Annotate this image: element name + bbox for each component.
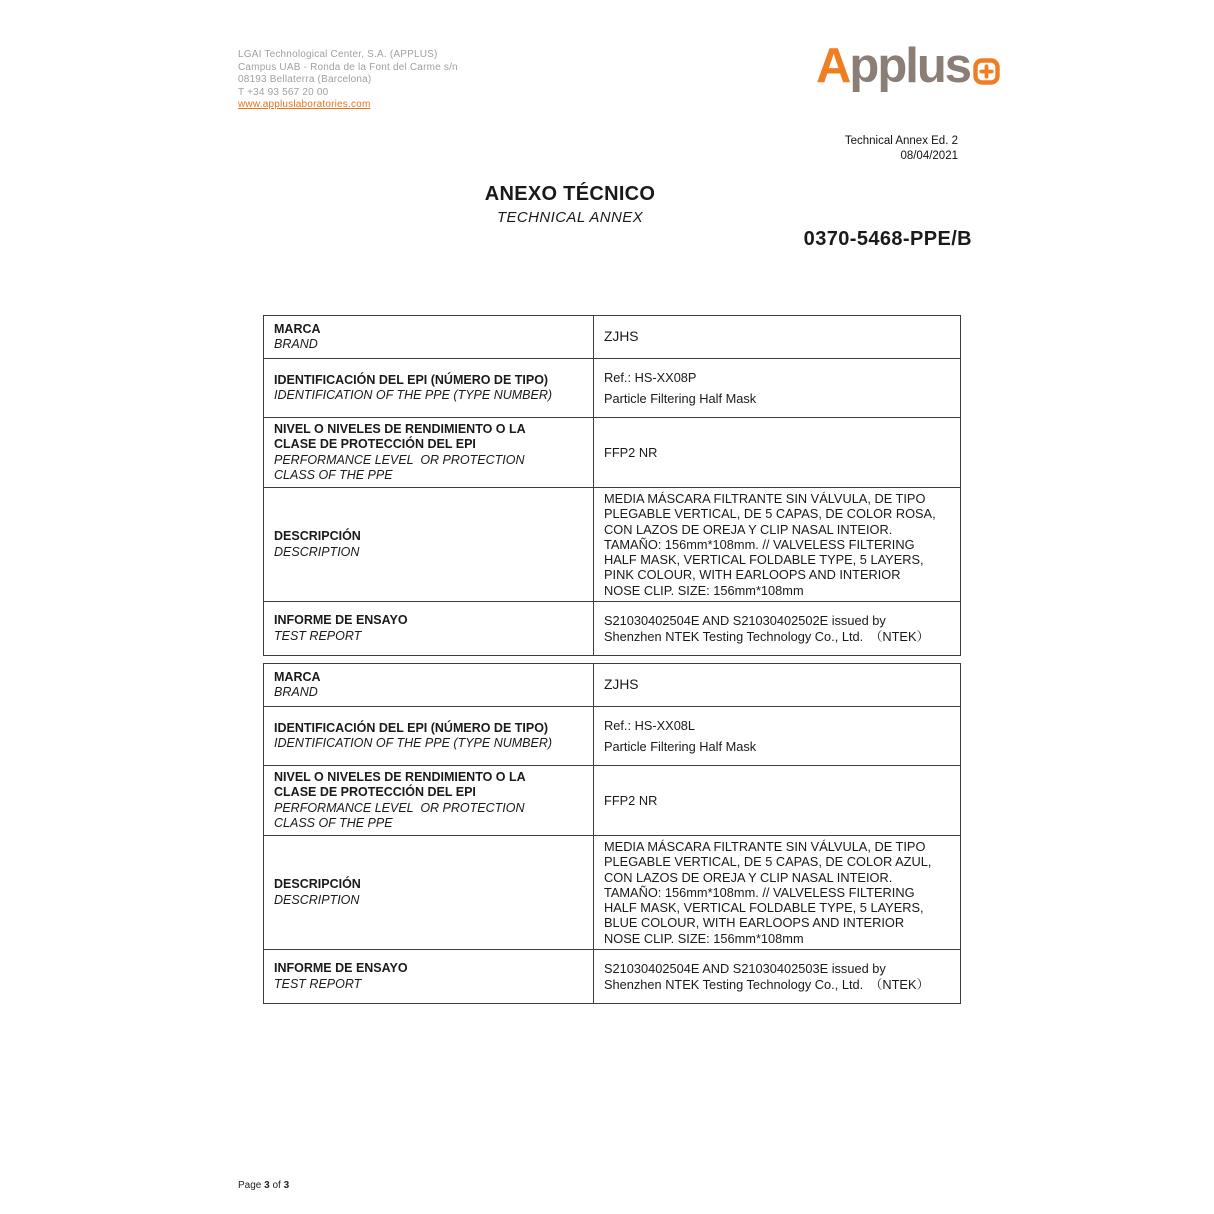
page-title-es: ANEXO TÉCNICO [484, 183, 656, 205]
label-identification: IDENTIFICATION OF THE PPE (TYPE NUMBER) [274, 736, 553, 750]
row-label-cell [264, 488, 594, 602]
table-row [264, 664, 961, 707]
row-value-cell [594, 664, 961, 707]
footer-page-total: 3 [283, 1180, 290, 1191]
table-row [264, 359, 961, 418]
company-city: 08193 Bellaterra (Barcelona) [238, 74, 372, 86]
protection-class-value: FFP2 NR [604, 444, 658, 460]
ppe-reference: Ref.: HS-XX08P [604, 369, 697, 385]
label-identification: IDENTIFICATION OF THE PPE (TYPE NUMBER) [274, 388, 553, 402]
company-name: LGAI Technological Center, S.A. (APPLUS) [238, 49, 438, 60]
row-label-cell [264, 359, 594, 418]
label-test-report: TEST REPORT [274, 628, 362, 643]
label-identificacion: IDENTIFICACIÓN DEL EPI (NÚMERO DE TIPO) [274, 372, 549, 387]
row-value-cell [594, 359, 961, 418]
table-row [264, 488, 961, 602]
test-report-value: S21030402504E AND S21030402503E issued by Shenzhen NTEK Testing Technology Co., Ltd. （NTEK） [604, 961, 930, 992]
table-row [264, 316, 961, 359]
row-label-cell [264, 766, 594, 836]
test-report-value: S21030402504E AND S21030402502E issued by Shenzhen NTEK Testing Technology Co., Ltd. （NTEK） [604, 613, 930, 644]
certificate-reference-code: 0370-5468-PPE/B [803, 228, 972, 250]
annex-edition: Technical Annex Ed. 2 [844, 135, 958, 147]
ppe-type: Particle Filtering Half Mask [604, 739, 757, 754]
table-row [264, 950, 961, 1004]
brand-value: ZJHS [604, 329, 639, 345]
description-value: MEDIA MÁSCARA FILTRANTE SIN VÁLVULA, DE TIPO PLEGABLE VERTICAL, DE 5 CAPAS, DE COLOR ROSA, CON LAZOS DE OREJA Y CLIP NASAL INTEIOR. TAMAÑO: 156mm*108mm. // VALVELESS FILTERING HALF MASK, VERTICAL FOLDABLE TYPE, 5 LAYERS, PINK COLOUR, WITH EARLOOPS AND INTERIOR NOSE CLIP. SIZE: 156mm*108mm [604, 491, 940, 598]
ppe-type: Particle Filtering Half Mask [604, 391, 757, 406]
table-row [264, 766, 961, 836]
row-label-cell [264, 316, 594, 359]
ppe-table-2 [263, 663, 961, 1004]
row-label-cell [264, 664, 594, 707]
label-marca: MARCA [274, 669, 321, 684]
label-performance: PERFORMANCE LEVEL OR PROTECTION CLASS OF THE PPE [274, 452, 528, 482]
row-value-cell [594, 602, 961, 656]
label-marca: MARCA [274, 321, 321, 336]
page-title-en: TECHNICAL ANNEX [496, 209, 644, 226]
row-value-cell [594, 836, 961, 950]
label-test-report: TEST REPORT [274, 976, 362, 991]
row-value-cell [594, 950, 961, 1004]
page-footer [238, 1180, 289, 1191]
label-informe: INFORME DE ENSAYO [274, 613, 408, 628]
label-nivel: NIVEL O NIVELES DE RENDIMIENTO O LA CLASE DE PROTECCIÓN DEL EPI [274, 769, 526, 799]
row-label-cell [264, 836, 594, 950]
title-block [440, 183, 700, 226]
label-brand: BRAND [274, 685, 318, 699]
label-description: DESCRIPTION [274, 544, 360, 559]
applus-logo [816, 40, 1000, 95]
ppe-reference: Ref.: HS-XX08L [604, 717, 696, 733]
label-performance: PERFORMANCE LEVEL OR PROTECTION CLASS OF THE PPE [274, 800, 528, 830]
table-row [264, 418, 961, 488]
protection-class-value: FFP2 NR [604, 792, 658, 808]
label-descripcion: DESCRIPCIÓN [274, 529, 361, 544]
ppe-table-1 [263, 315, 961, 656]
description-value: MEDIA MÁSCARA FILTRANTE SIN VÁLVULA, DE TIPO PLEGABLE VERTICAL, DE 5 CAPAS, DE COLOR AZUL, CON LAZOS DE OREJA Y CLIP NASAL INTEIOR. TAMAÑO: 156mm*108mm. // VALVELESS FILTERING HALF MASK, VERTICAL FOLDABLE TYPE, 5 LAYERS, BLUE COLOUR, WITH EARLOOPS AND INTERIOR NOSE CLIP. SIZE: 156mm*108mm [604, 839, 935, 946]
company-address-block [238, 49, 458, 112]
row-value-cell [594, 707, 961, 766]
company-website-link[interactable]: www.appluslaboratories.com [238, 99, 371, 111]
footer-page-label: Page [238, 1180, 262, 1191]
row-label-cell [264, 707, 594, 766]
company-phone: T +34 93 567 20 00 [238, 86, 329, 98]
label-identificacion: IDENTIFICACIÓN DEL EPI (NÚMERO DE TIPO) [274, 720, 549, 735]
row-value-cell [594, 418, 961, 488]
brand-value: ZJHS [604, 677, 639, 693]
row-label-cell [264, 950, 594, 1004]
row-value-cell [594, 766, 961, 836]
label-nivel: NIVEL O NIVELES DE RENDIMIENTO O LA CLASE DE PROTECCIÓN DEL EPI [274, 421, 526, 451]
label-descripcion: DESCRIPCIÓN [274, 877, 361, 892]
company-street: Campus UAB - Ronda de la Font del Carme s/n [238, 61, 458, 73]
footer-of-label: of [269, 1180, 284, 1191]
annex-meta [700, 134, 958, 163]
footer-page-number: 3 [264, 1180, 270, 1191]
label-description: DESCRIPTION [274, 892, 360, 907]
row-value-cell [594, 488, 961, 602]
plus-badge-icon [973, 43, 1000, 95]
row-label-cell [264, 602, 594, 656]
table-row [264, 707, 961, 766]
row-value-cell [594, 316, 961, 359]
logo-text: pplus [849, 39, 971, 93]
label-informe: INFORME DE ENSAYO [274, 961, 408, 976]
row-label-cell [264, 418, 594, 488]
annex-date: 08/04/2021 [900, 149, 958, 162]
logo-letter-a: A [816, 39, 850, 93]
table-row [264, 602, 961, 656]
table-row [264, 836, 961, 950]
label-brand: BRAND [274, 337, 318, 351]
